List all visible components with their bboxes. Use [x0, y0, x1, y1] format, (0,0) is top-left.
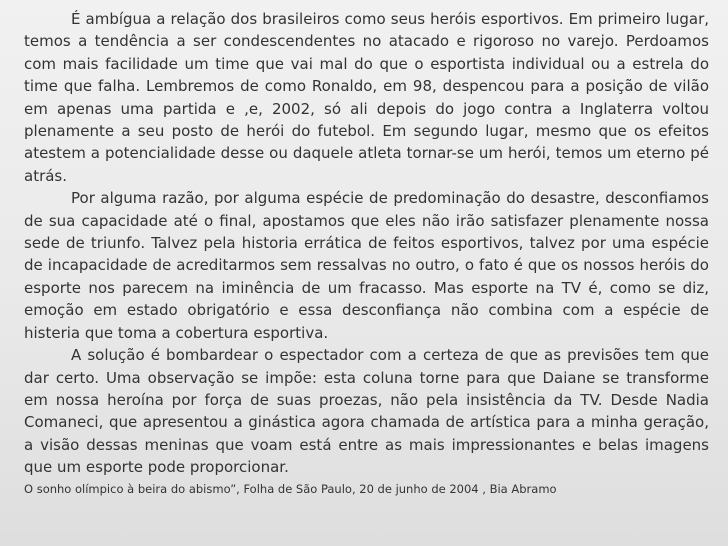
text-body	[24, 8, 709, 497]
paragraph-3: A solução é bombardear o espectador com a certeza de que as previsões tem que dar certo. Uma observação se impõe: esta coluna torne para que Daiane se transforme em nossa heroína por força de suas proezas, não pela insistência da TV. Desde Nadia Comaneci, que apresentou a ginástica agora chamada de artística para a minha geração, a visão dessas meninas que voam está entre as mais impressionantes e belas imagens que um esporte pode proporcionar.	[24, 346, 709, 477]
paragraph-1: É ambígua a relação dos brasileiros como seus heróis esportivos. Em primeiro lugar, temos a tendência a ser condescendentes no atacado e rigoroso no varejo. Perdoamos com mais facilidade um time que vai mal do que o esportista individual ou a estrela do time que falha. Lembremos de como Ronaldo, em 98, despencou para a posição de vilão em apenas uma partida e ,e, 2002, só ali depois do jogo contra a Inglaterra voltou plenamente a seu posto de herói do futebol. Em segundo lugar, mesmo que os efeitos atestem a potencialidade desse ou daquele atleta tornar-se um herói, temos um eterno pé atrás.	[24, 10, 709, 185]
paragraph-2: Por alguma razão, por alguma espécie de predominação do desastre, desconfiamos de sua capacidade até o final, apostamos que eles não irão satisfazer plenamente nossa sede de triunfo. Talvez pela historia errática de feitos esportivos, talvez por uma espécie de incapacidade de acreditarmos sem ressalvas no outro, o fato é que os nossos heróis do esporte nos parecem na iminência de um fracasso. Mas esporte na TV é, como se diz, emoção em estado obrigatório e essa desconfiança não combina com a espécie de histeria que toma a cobertura esportiva.	[24, 189, 709, 342]
source-citation: O sonho olímpico à beira do abismo”, Folha de São Paulo, 20 de junho de 2004 , Bia Abramo	[24, 481, 557, 496]
